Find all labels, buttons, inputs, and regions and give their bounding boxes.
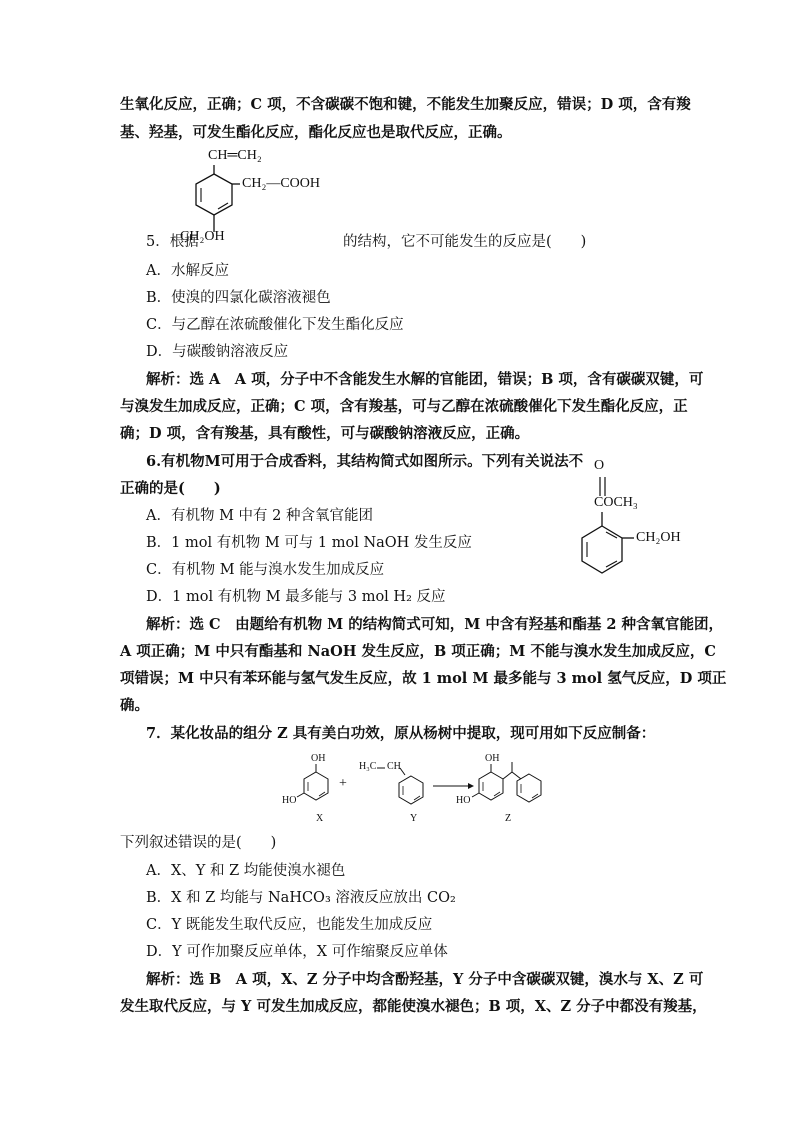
- question-5-prefix: 5．根据: [146, 234, 199, 250]
- q5-side-chain: CH₂—COOH: [242, 176, 320, 191]
- q6-ch2oh-group: CH₂OH: [636, 530, 681, 545]
- question-7-sub: 下列叙述错误的是( ): [120, 835, 277, 851]
- option-b: B．使溴的四氯化碳溶液褪色: [146, 290, 331, 306]
- compound-z-label: Z: [505, 813, 512, 824]
- option-b: B．X 和 Z 均能与 NaHCO₃ 溶液反应放出 CO₂: [146, 890, 456, 906]
- analysis-line: 解析：选 C 由题给有机物 M 的结构简式可知，M 中含有羟基和酯基 2 种含氧官能团，: [146, 616, 724, 633]
- text-line: 基、羟基，可发生酯化反应，酯化反应也是取代反应，正确。: [120, 124, 512, 141]
- compound-y-label: Y: [410, 813, 418, 824]
- analysis-line: A 项正确；M 中只有酯基和 NaOH 发生反应，B 项正确；M 不能与溴水发生加成反应，C: [120, 643, 716, 660]
- analysis-line: 解析：选 B A 项，X、Z 分子中均含酚羟基，Y 分子中含碳碳双键，溴水与 X、Z 可: [146, 971, 704, 988]
- question-7-stem: 7．某化妆品的组分 Z 具有美白功效，原从杨树中提取，现可用如下反应制备：: [146, 725, 656, 742]
- compound-x-label: X: [316, 813, 324, 824]
- option-c: C．Y 既能发生取代反应，也能发生加成反应: [146, 917, 433, 933]
- analysis-line: 与溴发生加成反应，正确；C 项，含有羧基，可与乙醇在浓硫酸催化下发生酯化反应，正: [120, 398, 688, 415]
- analysis-line: 解析：选 A A 项，分子中不含能发生水解的官能团，错误；B 项，含有碳碳双键，可: [146, 371, 704, 388]
- z-hydroxyl-label: HO: [456, 795, 471, 806]
- option-c: C．有机物 M 能与溴水发生加成反应: [146, 562, 385, 578]
- option-a: A．有机物 M 中有 2 种含氧官能团: [146, 508, 373, 524]
- option-d: D．Y 可作加聚反应单体，X 可作缩聚反应单体: [146, 944, 448, 960]
- analysis-line: 确；D 项，含有羧基，具有酸性，可与碳酸钠溶液反应，正确。: [120, 425, 530, 442]
- option-d: D．与碳酸钠溶液反应: [146, 344, 289, 360]
- q5-vinyl-group: CH═CH₂: [208, 148, 262, 163]
- z-hydroxyl-label: OH: [485, 753, 500, 764]
- text-line: 生氧化反应，正确；C 项，不含碳碳不饱和键，不能发生加聚反应，错误；D 项，含有羧: [120, 96, 691, 113]
- question-6-stem: 6.有机物M可用于合成香料，其结构简式如图所示。下列有关说法不: [146, 453, 584, 470]
- option-d: D．1 mol 有机物 M 最多能与 3 mol H₂ 反应: [146, 589, 446, 605]
- x-hydroxyl-label: OH: [311, 753, 326, 764]
- y-ch-label: CH: [387, 761, 401, 772]
- analysis-line: 项错误；M 中只有苯环能与氢气发生反应，故 1 mol M 最多能与 3 mol 氢气反应，D 项正: [120, 670, 727, 687]
- option-a: A．水解反应: [146, 263, 229, 279]
- question-5-stem: 的结构，它不可能发生的反应是( ): [343, 234, 587, 250]
- q6-carbonyl-oxygen: O: [594, 458, 605, 473]
- x-hydroxyl-label: HO: [282, 795, 297, 806]
- q5-ch2oh-group: CH₂OH: [180, 229, 225, 244]
- option-b: B．1 mol 有机物 M 可与 1 mol NaOH 发生反应: [146, 535, 472, 551]
- q6-coch3-group: COCH₃: [594, 495, 638, 510]
- option-c: C．与乙醇在浓硫酸催化下发生酯化反应: [146, 317, 404, 333]
- option-a: A．X、Y 和 Z 均能使溴水褪色: [146, 863, 346, 879]
- y-methyl-label: H₃C: [359, 761, 377, 772]
- question-6-stem: 正确的是( ): [120, 480, 221, 497]
- analysis-line: 发生取代反应，与 Y 可发生加成反应，都能使溴水褪色；B 项，X、Z 分子中都没有羧基，: [120, 998, 707, 1015]
- plus-sign: +: [339, 776, 347, 791]
- analysis-line: 确。: [120, 697, 149, 714]
